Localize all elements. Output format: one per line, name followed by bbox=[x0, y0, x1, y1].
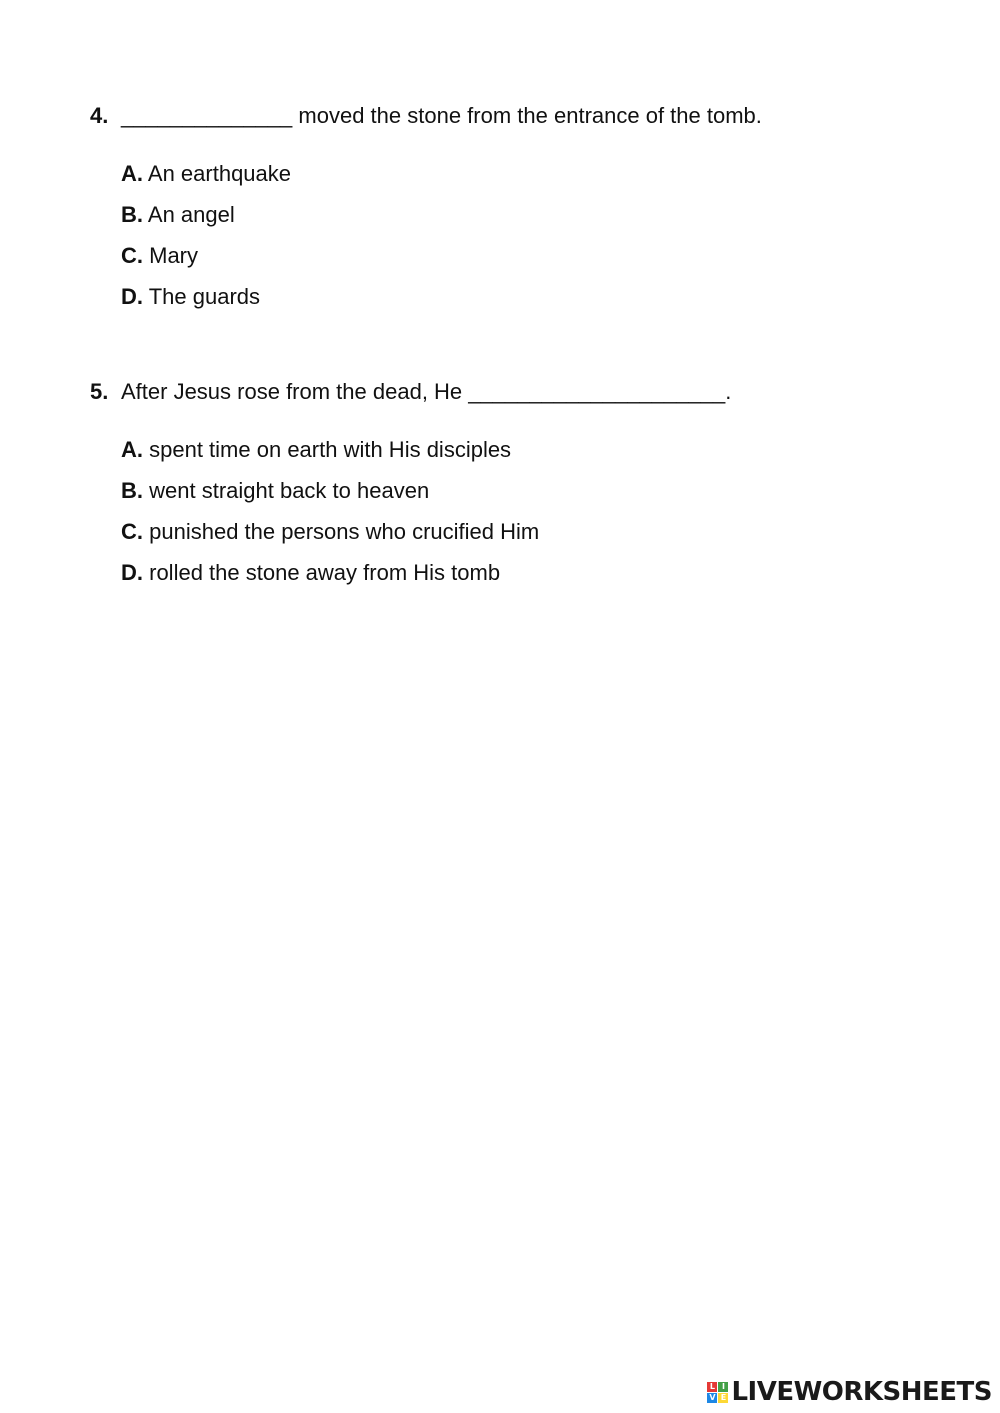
option-text: punished the persons who crucified Him bbox=[149, 519, 540, 544]
option-letter: C. bbox=[121, 243, 143, 268]
option-text: went straight back to heaven bbox=[149, 478, 430, 503]
option-b[interactable] bbox=[121, 476, 950, 517]
liveworksheets-logo bbox=[707, 1377, 992, 1407]
option-letter: B. bbox=[121, 202, 143, 227]
answer-options bbox=[90, 435, 950, 599]
logo-mark-tile: V bbox=[709, 1392, 716, 1402]
option-b[interactable] bbox=[121, 200, 950, 241]
option-letter: D. bbox=[121, 284, 143, 309]
option-text: The guards bbox=[148, 284, 261, 309]
question-5 bbox=[90, 377, 950, 599]
option-text: An earthquake bbox=[147, 161, 292, 186]
option-text: Mary bbox=[149, 243, 199, 268]
question-5-stem bbox=[90, 377, 950, 407]
option-a[interactable] bbox=[121, 435, 950, 476]
logo-mark-tile: L bbox=[707, 1382, 717, 1392]
question-4 bbox=[90, 101, 950, 323]
logo-mark-tile: I bbox=[718, 1382, 728, 1392]
question-number: 4. bbox=[90, 103, 109, 128]
option-letter: A. bbox=[121, 161, 143, 186]
logo-mark-icon bbox=[707, 1382, 728, 1403]
option-d[interactable] bbox=[121, 282, 950, 323]
question-text: ______________ moved the stone from the entrance of the tomb. bbox=[121, 103, 762, 128]
logo-text: LIVEWORKSHEETS bbox=[731, 1377, 992, 1407]
option-letter: D. bbox=[121, 560, 143, 585]
question-number: 5. bbox=[90, 379, 109, 404]
option-c[interactable] bbox=[121, 241, 950, 282]
answer-options bbox=[90, 159, 950, 323]
question-4-stem bbox=[90, 101, 950, 131]
option-d[interactable] bbox=[121, 558, 950, 599]
question-text: After Jesus rose from the dead, He _____________________. bbox=[121, 379, 732, 404]
option-letter: C. bbox=[121, 519, 143, 544]
option-letter: A. bbox=[121, 437, 143, 462]
option-c[interactable] bbox=[121, 517, 950, 558]
option-text: An angel bbox=[147, 202, 235, 227]
option-text: spent time on earth with His disciples bbox=[149, 437, 512, 462]
option-a[interactable] bbox=[121, 159, 950, 200]
option-letter: B. bbox=[121, 478, 143, 503]
option-text: rolled the stone away from His tomb bbox=[149, 560, 501, 585]
logo-mark-tile: E bbox=[718, 1393, 728, 1403]
